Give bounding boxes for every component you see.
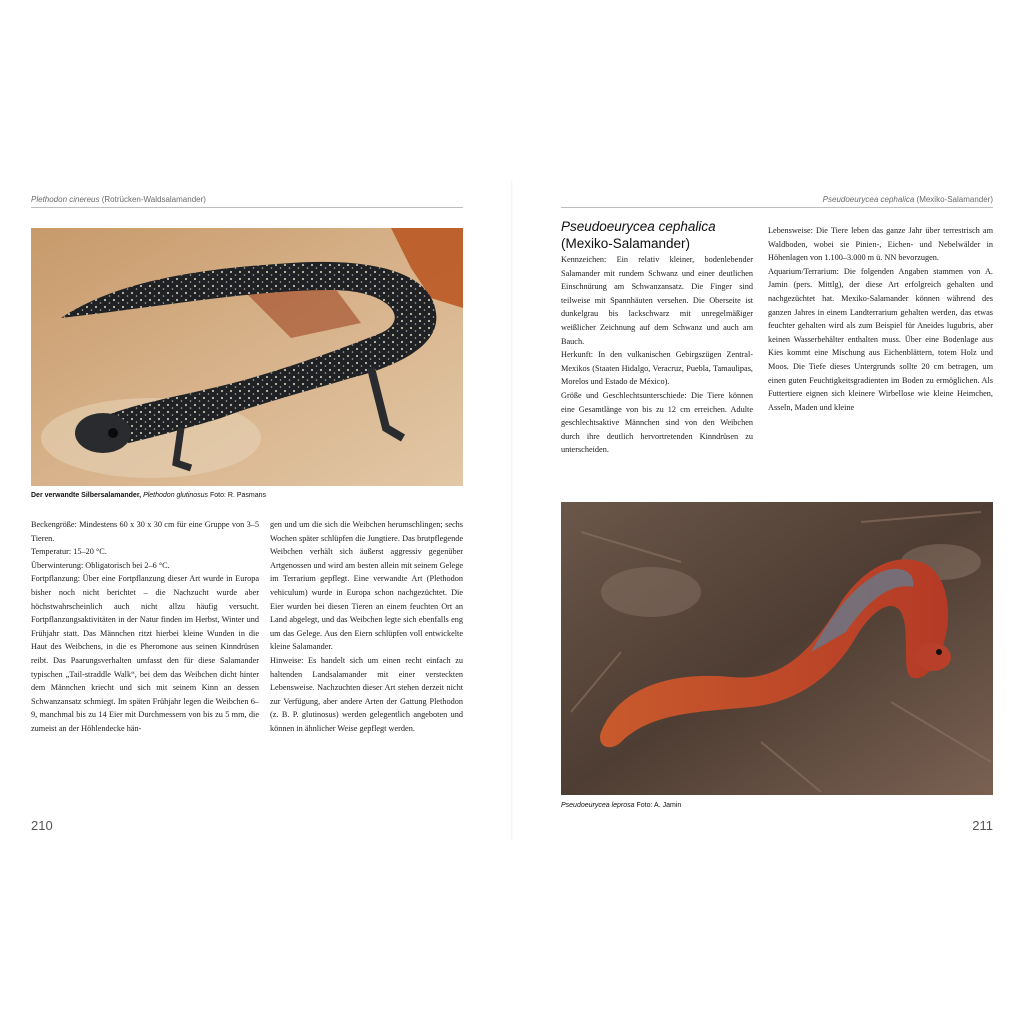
paragraph: Lebensweise: Die Tiere leben das ganze Jahr über terrestrisch am Waldboden, wobei sie Pinien-, Eichen- und Nebelwälder in Höhenlagen von 1.100–3.000 m ü. NN bevorzugen. bbox=[768, 226, 993, 263]
paragraph: Temperatur: 15–20 °C. bbox=[31, 547, 107, 557]
caption-bold: Der verwandte Silbersalamander, bbox=[31, 492, 142, 499]
paragraph: Hinweise: Es handelt sich um einen recht einfach zu haltenden Landsalamander mit einer versteckten Lebensweise. Nachzuchten dieser Art stehen derzeit nicht zur Verfügung, aber andere Arten der Gattung Plethodon (z. B. P. glutinosus) werden gelegentlich angeboten und können in ähnlicher Weise gepflegt werden. bbox=[270, 655, 463, 733]
header-rule-right bbox=[561, 207, 993, 208]
page-number-left: 210 bbox=[31, 818, 53, 833]
paragraph: Kennzeichen: Ein relativ kleiner, bodenlebender Salamander mit rundem Schwanz und einer deutlichen Einschnürung am Schwanzansatz. Die Finger sind teilweise mit Spannhäuten versehen. Die Oberseite ist dunkelgrau bis lackschwarz mit unregelmäßiger weißlicher Zeichnung auf dem Schwanz und auch am Bauch. bbox=[561, 255, 753, 346]
text-column-2 bbox=[270, 518, 463, 736]
gutter bbox=[511, 180, 513, 840]
running-head-left bbox=[31, 195, 206, 204]
running-head-right bbox=[823, 195, 993, 204]
paragraph: Aquarium/Terrarium: Die folgenden Angaben stammen von A. Jamin (pers. Mittlg), der diese Art erfolgreich gehalten und nachgezüchtet hat. Mexiko-Salamander können während des ganzen Jahres in einem Landterrarium gehalten werden, das etwas feuchter gehalten wird als zum Beispiel für Aneides lugubris, aber keinen Wasserbehälter enthalten muss. Über eine Bodenlage aus Kies kommt eine Mischung aus Eichenblättern, totem Holz und Moos. Die Tiefe dieses Untergrunds sollte 20 cm betragen, um einen guten Feuchtigkeitsgradienten im Boden zu ermöglichen. Als Futtertiere eignen sich kleinere Wirbellose wie kleine Heimchen, Asseln, Maden und kleine bbox=[768, 266, 993, 412]
running-head-common: (Mexiko-Salamander) bbox=[916, 195, 993, 204]
photo-caption-right bbox=[561, 802, 681, 809]
header-rule-left bbox=[31, 207, 463, 208]
title-common-name: (Mexiko-Salamander) bbox=[561, 236, 691, 251]
paragraph: Beckengröße: Mindestens 60 x 30 x 30 cm für eine Gruppe von 3–5 Tieren. bbox=[31, 520, 259, 543]
paragraph: gen und um die sich die Weibchen herumschlingen; sechs Wochen später schlüpfen die Jungtiere. Das brutpflegende Weibchen verhält sich äußerst aggressiv gegenüber Artgenossen und wird am besten allein mit seinem Gelege im Terrarium gepflegt. Eine verwandte Art (Plethodon vehiculum) wurde in Europa schon nachgezüchtet. Die Eier wurden bei diesen Tieren an einem feuchten Ort an Land abgelegt, und das Weibchen legte sich ebenfalls eng um das Gelege. Aus den Eiern schlüpfen voll entwickelte kleine Salamander. bbox=[270, 520, 463, 652]
caption-species: Pseudoeurycea leprosa bbox=[561, 802, 635, 809]
text-column-4 bbox=[768, 224, 993, 414]
title-scientific-name: Pseudoeurycea cephalica bbox=[561, 219, 716, 234]
page-number-right: 211 bbox=[972, 818, 993, 833]
text-column-3 bbox=[561, 253, 753, 457]
paragraph: Herkunft: In den vulkanischen Gebirgszügen Zentral-Mexikos (Staaten Hidalgo, Veracruz, Puebla, Tamaulipas, Morelos und Estado de México). bbox=[561, 350, 753, 387]
paragraph: Fortpflanzung: Über eine Fortpflanzung dieser Art wurde in Europa bisher noch nicht berichtet – die Nachzucht wurde aber höchstwahrscheinlich auch nicht allzu häufig versucht. Fortpflanzungsaktivitäten in der Natur finden im Herbst, Winter und Frühjahr statt. Das Männchen ritzt hierbei kleine Wunden in die Haut des Weibchens, in die es Pheromone aus seinen Kinndrüsen reibt. Das Paarungsverhalten umfasst den für diese Salamander typischen „Tail-straddle Walk“, bei dem das Weibchen dicht hinter dem Männchen kriecht und sich mit seinem Kinn an dessen Schwanzansatz schmiegt. Im späten Frühjahr legen die Weibchen 6–9, manchmal bis zu 14 Eier mit Durchmessern von bis zu 5 mm, die zumeist an der Höhlendecke hän- bbox=[31, 574, 259, 733]
caption-species: Plethodon glutinosus bbox=[143, 492, 209, 499]
photo-pseudoeurycea-leprosa bbox=[561, 502, 993, 795]
paragraph: Größe und Geschlechtsunterschiede: Die Tiere können eine Gesamtlänge von bis zu 12 cm erreichen. Adulte geschlechtsaktive Männchen sind von den Weibchen durch ihre deutlich hervortretenden Kinndrüsen zu unterscheiden. bbox=[561, 390, 753, 455]
caption-credit: Foto: R. Pasmans bbox=[210, 492, 267, 499]
caption-credit: Foto: A. Jamin bbox=[636, 802, 682, 809]
running-head-species: Pseudoeurycea cephalica bbox=[822, 195, 915, 204]
running-head-common: (Rotrücken-Waldsalamander) bbox=[101, 195, 206, 204]
text-column-1 bbox=[31, 518, 259, 736]
photo-caption-left bbox=[31, 492, 266, 499]
running-head-species: Plethodon cinereus bbox=[31, 195, 100, 204]
paragraph: Überwinterung: Obligatorisch bei 2–6 °C. bbox=[31, 560, 170, 570]
species-title bbox=[561, 218, 761, 252]
photo-silbersalamander bbox=[31, 228, 463, 486]
